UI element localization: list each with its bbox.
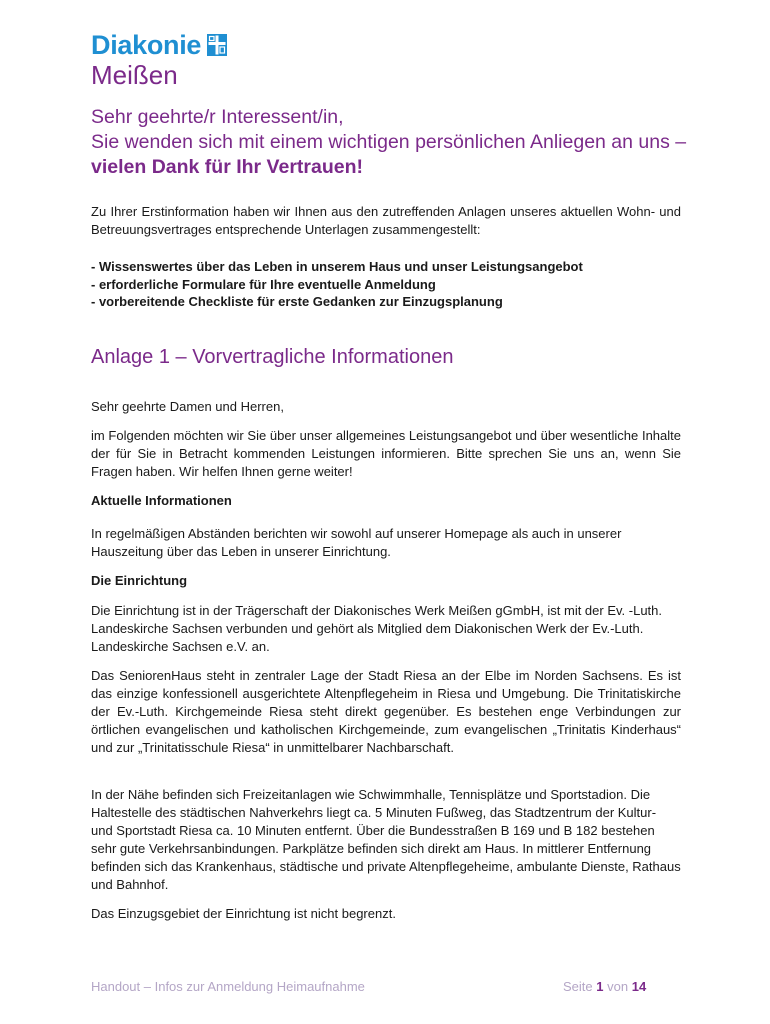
diakonie-logo [91, 31, 227, 90]
page-number [563, 979, 646, 994]
paragraph-facility-2: Das SeniorenHaus steht in zentraler Lage der Stadt Riesa an der Elbe im Norden Sachsens. Es ist das einzige konfessionell ausgerichtete Altenpflegeheim in Riesa und Umgebung. Die Trinitatiskirche der Ev.-Luth. Kirchgemeinde Riesa steht direkt gegenüber. Es bestehen enge Verbindungen zur örtlichen evangelischen und katholischen Kirchgemeinde, zum evangelischen „Trinitatis Kinderhaus“ und zur „Trinitatisschule Riesa“ in unmittelbarer Nachbarschaft. [91, 668, 681, 755]
section-title: Anlage 1 – Vorvertragliche Informationen [91, 346, 454, 368]
intro-message-text: Sie wenden sich mit einem wichtigen persönlichen Anliegen an uns – [91, 131, 687, 153]
subheading-facility: Die Einrichtung [91, 573, 188, 588]
intro-heading [91, 105, 691, 180]
page-label: Seite [563, 979, 593, 994]
diakonie-cross-icon [207, 34, 227, 56]
intro-paragraph: Zu Ihrer Erstinformation haben wir Ihnen aus den zutreffenden Anlagen unseres aktuellen Wohn- und Betreuungsvertrages entsprechende Unterlagen zusammengestellt: [91, 204, 681, 237]
intro-message [91, 130, 691, 180]
page-of: von [607, 979, 629, 994]
subheading-current-info: Aktuelle Informationen [91, 493, 232, 508]
paragraph-services: im Folgenden möchten wir Sie über unser allgemeines Leistungsangebot und über wesentliche Inhalte der für Sie in Betracht kommenden Leistungen informieren. Bitte sprechen Sie uns an, wenn Sie Fragen haben. Wir helfen Ihnen gerne weiter! [91, 428, 681, 479]
page-current: 1 [596, 979, 604, 994]
intro-greeting: Sehr geehrte/r Interessent/in, [91, 106, 344, 128]
logo-city-text: Meißen [91, 60, 178, 90]
page-total: 14 [631, 979, 647, 994]
list-item: - Wissenswertes über das Leben in unserem Haus und unser Leistungsangebot [91, 259, 583, 274]
paragraph-facility-4: Das Einzugsgebiet der Einrichtung ist nicht begrenzt. [91, 906, 396, 921]
paragraph-facility-1: Die Einrichtung ist in der Trägerschaft der Diakonisches Werk Meißen gGmbH, ist mit der Ev. -Luth. Landeskirche Sachsen verbunden und gehört als Mitglied dem Diakonischen Werk der Ev.-Luth. Landeskirche Sachsen e.V. an. [91, 603, 663, 654]
paragraph-current-info: In regelmäßigen Abständen berichten wir sowohl auf unserer Homepage als auch in unserer Hauszeitung über das Leben in unserer Einrichtung. [91, 526, 622, 559]
logo-brand-text: Diakonie [91, 30, 202, 60]
list-item: - vorbereitende Checkliste für erste Gedanken zur Einzugsplanung [91, 294, 503, 309]
paragraph-facility-3: In der Nähe befinden sich Freizeitanlagen wie Schwimmhalle, Tennisplätze und Sportstadion. Die Haltestelle des städtischen Nahverkehrs liegt ca. 5 Minuten Fußweg, das Stadtzentrum der Kultur- und Sportstadt Riesa ca. 10 Minuten entfernt. Über die Bundesstraßen B 169 und B 182 bestehen sehr gute Verkehrsanbindungen. Parkplätze befinden sich direkt am Haus. In mittlerer Entfernung befinden sich das Krankenhaus, städtische und private Altenpflegeheime, ambulante Dienste, Rathaus und Bahnhof. [91, 787, 681, 892]
list-item: - erforderliche Formulare für Ihre eventuelle Anmeldung [91, 276, 436, 292]
salutation: Sehr geehrte Damen und Herren, [91, 399, 284, 414]
intro-emphasis: vielen Dank für Ihr Vertrauen! [91, 156, 364, 178]
attachment-list [91, 258, 691, 311]
footer-title: Handout – Infos zur Anmeldung Heimaufnahme [91, 979, 365, 994]
